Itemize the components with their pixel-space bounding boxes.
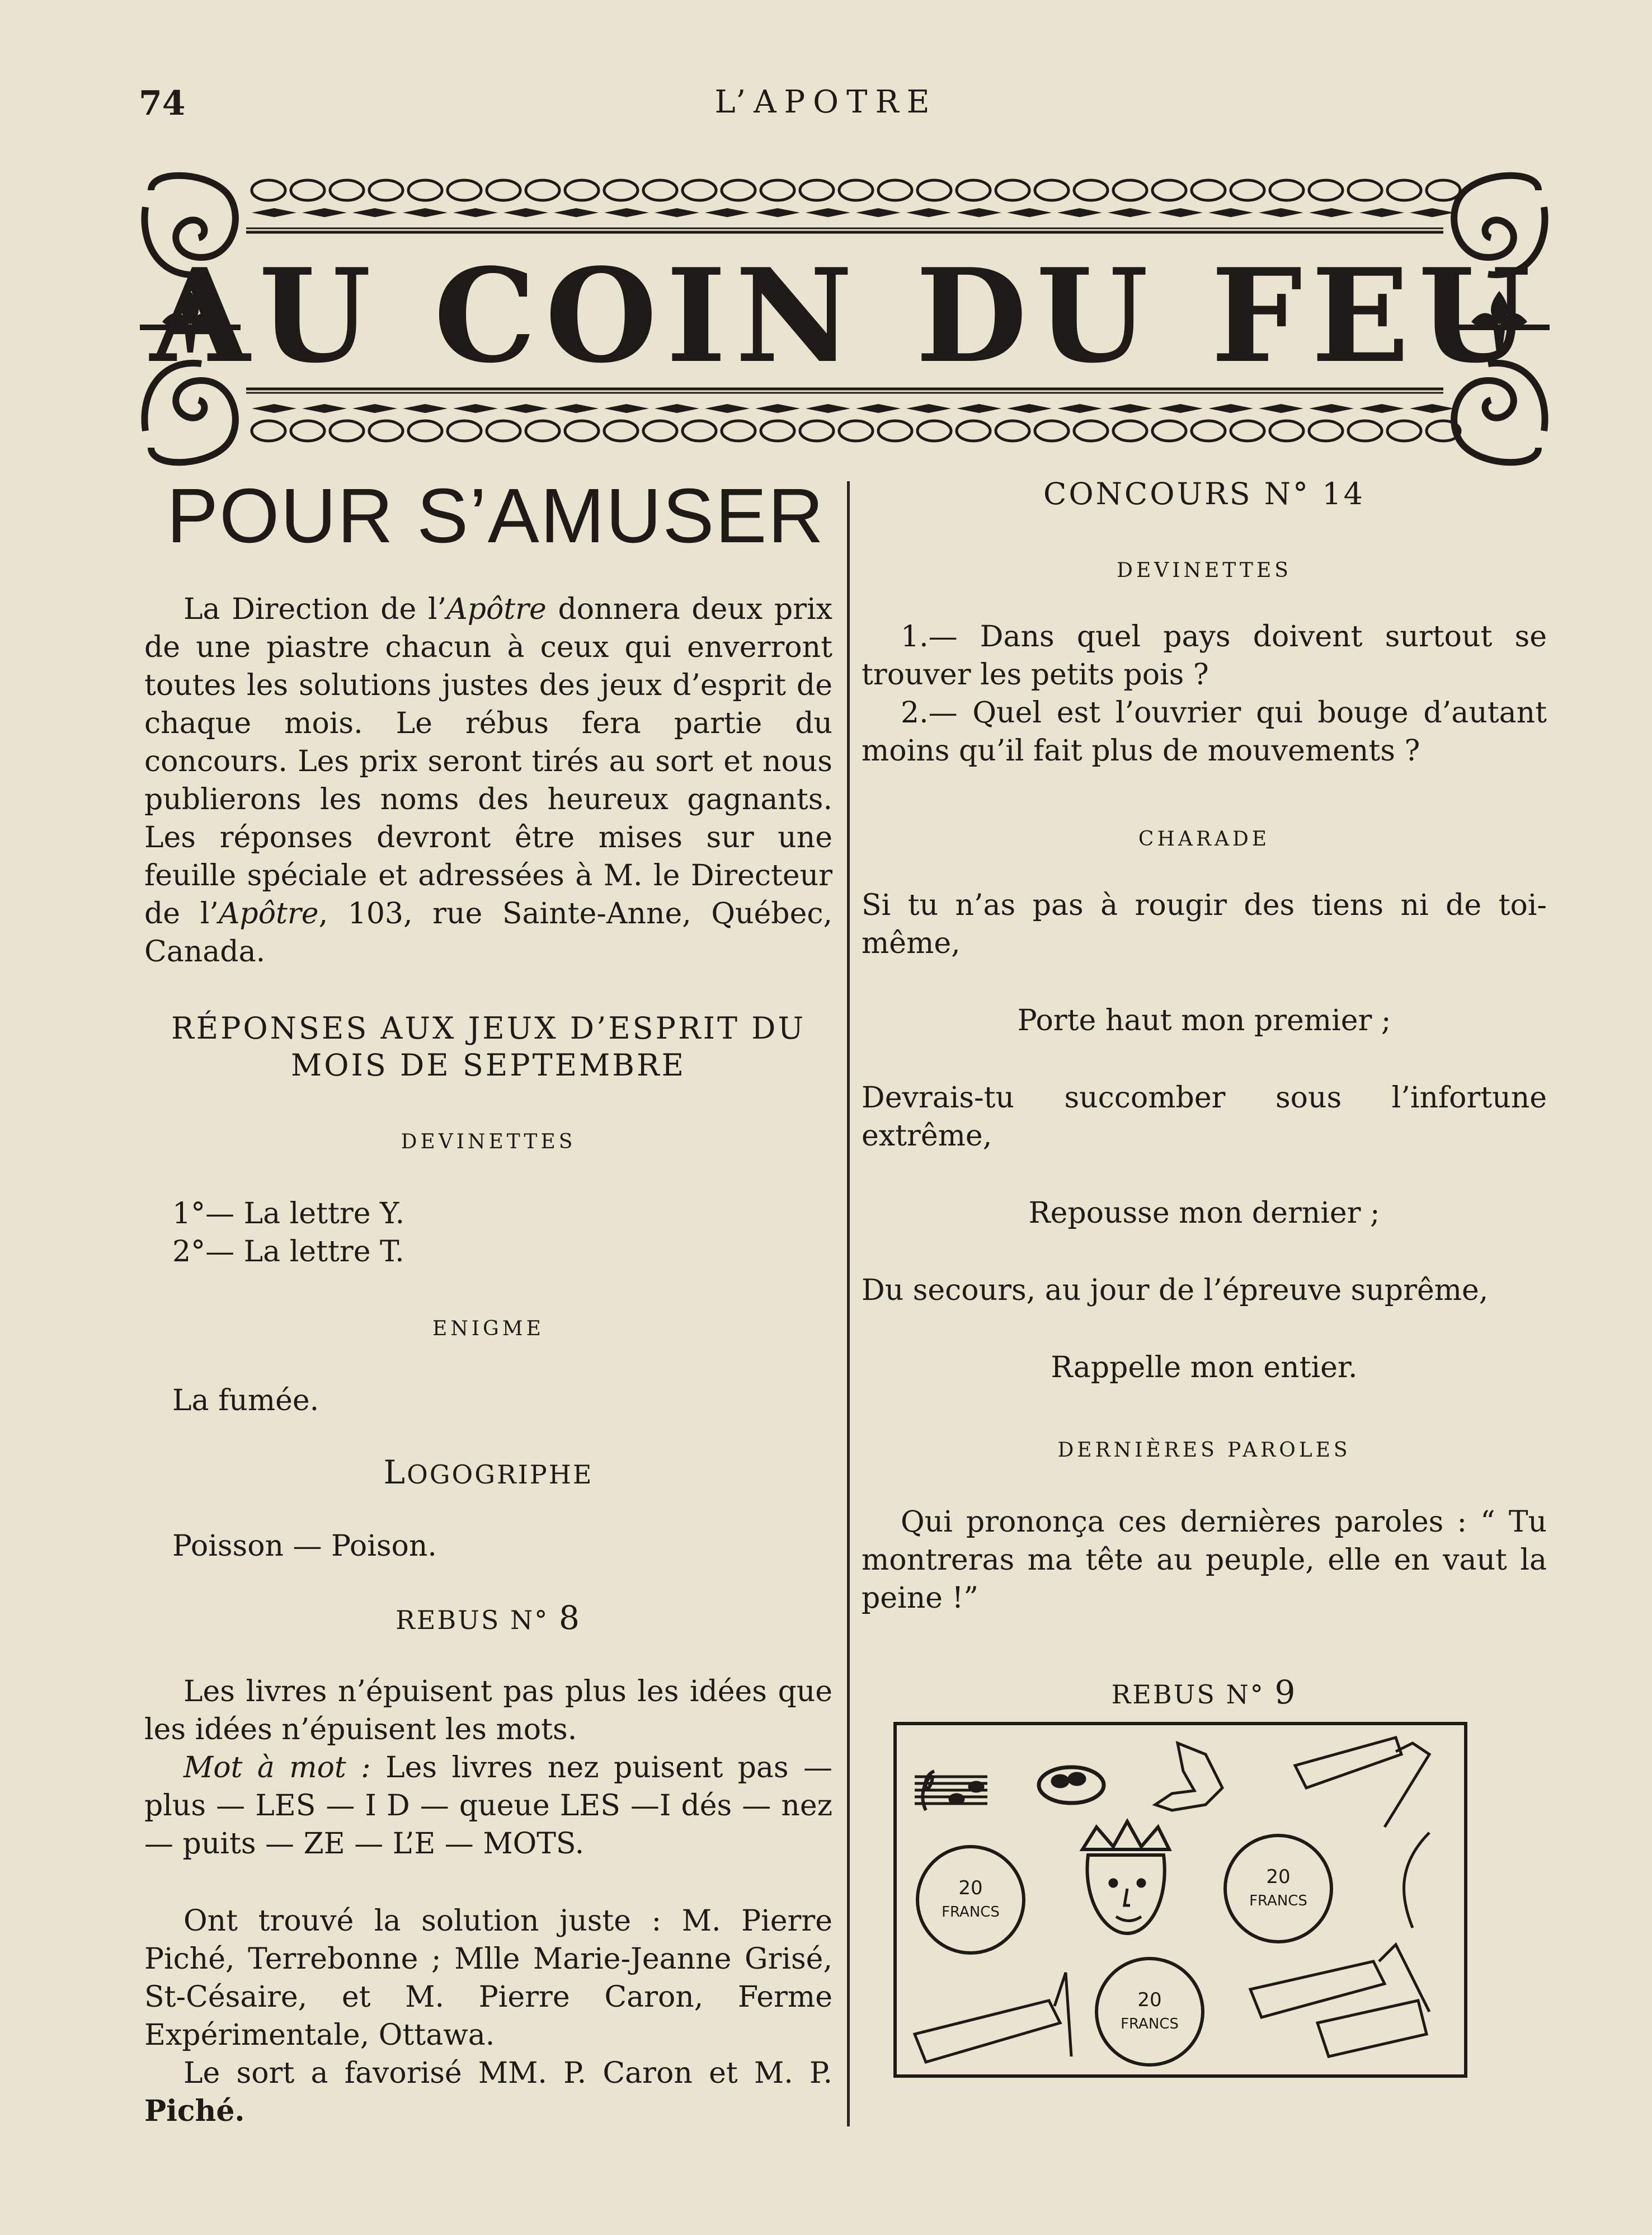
rebus-8-mot-a-mot: Mot à mot : Les livres nez puisent pas — plus — LES — I D — queue LES —I dés — nez— puits — ZE — L’E — MOTS. — [144, 1750, 832, 1861]
svg-text:20: 20 — [1137, 1989, 1162, 2011]
chain-dash — [755, 208, 800, 217]
chain-link — [1035, 421, 1069, 441]
charade-line-1: Si tu n’as pas à rougir des tiens ni de toi-même, — [862, 889, 1547, 960]
chain-dash — [806, 208, 850, 217]
chain-link — [408, 421, 442, 441]
chain-link — [839, 421, 873, 441]
section-title: POUR S’AMUSER — [167, 473, 825, 559]
chain-dash — [1359, 404, 1404, 413]
chain-link — [1074, 180, 1108, 200]
svg-text:20: 20 — [1266, 1866, 1291, 1888]
rebus-9-illustration — [892, 1721, 1469, 2079]
chain-link — [1270, 180, 1303, 200]
chain-dash — [957, 208, 1001, 217]
chain-link — [487, 421, 520, 441]
chain-link — [878, 421, 912, 441]
svg-text:FRANCS: FRANCS — [1121, 2016, 1179, 2032]
answer-2: 2°— La lettre T. — [172, 1234, 404, 1269]
chain-dash — [1158, 404, 1203, 413]
chain-dash — [856, 404, 901, 413]
top-chain-ornament — [252, 180, 1460, 217]
chain-link — [1309, 421, 1343, 441]
chain-dash — [352, 208, 397, 217]
logogriphe-heading: LOGOGRIPHE — [383, 1453, 594, 1491]
chain-link — [252, 180, 285, 200]
answers-title: RÉPONSES AUX JEUX D’ESPRIT DU MOIS DE SEPTEMBRE — [171, 1010, 806, 1083]
chain-link — [1309, 180, 1343, 200]
chain-dash — [655, 208, 699, 217]
chain-link — [643, 421, 677, 441]
answer-1: 1°— La lettre Y. — [172, 1196, 405, 1231]
chain-link — [683, 421, 716, 441]
coin-right — [1225, 1835, 1331, 1942]
chain-dash — [755, 404, 800, 413]
chain-dash — [1309, 404, 1354, 413]
chain-dash — [1108, 208, 1152, 217]
chain-link — [448, 180, 481, 200]
chain-link — [565, 180, 599, 200]
chain-dash — [554, 404, 599, 413]
chain-link — [1231, 180, 1264, 200]
column-divider — [847, 481, 850, 2126]
chain-dash — [554, 208, 599, 217]
chain-link — [800, 180, 834, 200]
razor-bottom-right-icon — [1250, 1945, 1429, 2056]
chain-dash — [1007, 404, 1052, 413]
coin-left — [917, 1847, 1024, 1953]
chain-link — [1113, 421, 1147, 441]
chain-dash — [252, 404, 296, 413]
charade-heading: CHARADE — [1138, 828, 1270, 851]
svg-text:FRANCS: FRANCS — [1249, 1893, 1307, 1909]
ornamental-banner — [140, 168, 1550, 470]
chain-link — [408, 180, 442, 200]
coin-bottom — [1096, 1959, 1203, 2065]
feather-icon — [1404, 1833, 1429, 1928]
chain-dash — [1208, 404, 1253, 413]
chain-link — [1192, 180, 1225, 200]
svg-text:20: 20 — [958, 1877, 983, 1899]
chain-link — [604, 180, 638, 200]
dernieres-paroles-question: Qui prononça ces dernières paroles : “ Tu montreras ma tête au peuple, elle en vaut la peine !” — [862, 1505, 1547, 1615]
nest-icon — [1039, 1767, 1104, 1803]
chain-link — [1152, 180, 1186, 200]
devinettes-heading: DEVINETTES — [1117, 559, 1292, 582]
chain-link — [1387, 180, 1421, 200]
chain-link — [1035, 180, 1069, 200]
svg-text:FRANCS: FRANCS — [942, 1904, 1000, 1921]
contest-rules-paragraph: La Direction de l’Apôtre donnera deux prix de une piastre chacun à ceux qui enverront toutes les solutions justes des jeux d’esprit de chaque mois. Le rébus fera partie du concours. Les prix seront tirés au sort et nous publierons les noms des heureux gagnants. Les réponses devront être mises sur une feuille spéciale et adressées à M. le Directeur de l’Apôtre, 103, rue Sainte-Anne, Québec, Canada. — [144, 592, 833, 969]
chain-dash — [453, 208, 498, 217]
chain-dash — [1309, 208, 1354, 217]
chain-link — [604, 421, 638, 441]
chain-dash — [1108, 404, 1152, 413]
chain-dash — [453, 404, 498, 413]
chain-dash — [252, 208, 296, 217]
chain-link — [643, 180, 677, 200]
winners-paragraph: Ont trouvé la solution juste : M. Pierre Piché, Terrebonne ; Mlle Marie-Jeanne Grisé, St-Césaire, et M. Pierre Caron, Ferme Expérimentale, Ottawa. — [144, 1904, 832, 2052]
chain-link — [369, 180, 403, 200]
chain-link — [1113, 180, 1147, 200]
charade-line-5: Du secours, au jour de l’épreuve suprême, — [862, 1274, 1489, 1307]
razor-icon — [1295, 1738, 1429, 1827]
chain-link — [330, 421, 364, 441]
chain-link — [1348, 180, 1382, 200]
charade-line-6: Rappelle mon entier. — [1051, 1351, 1358, 1384]
chain-dash — [302, 404, 347, 413]
chain-link — [330, 180, 364, 200]
chain-link — [761, 180, 794, 200]
chain-dash — [302, 208, 347, 217]
chain-dash — [705, 208, 750, 217]
enigme-answer: La fumée. — [172, 1383, 319, 1417]
chain-link — [526, 421, 559, 441]
chain-link — [683, 180, 716, 200]
chain-link — [1427, 180, 1460, 200]
chain-link — [487, 180, 520, 200]
chain-link — [291, 180, 324, 200]
chain-link — [1270, 421, 1303, 441]
charade-line-2: Porte haut mon premier ; — [1017, 1004, 1391, 1037]
chain-link — [1074, 421, 1108, 441]
banner-title: AU COIN DU FEU — [150, 241, 1540, 392]
chain-link — [996, 421, 1029, 441]
chain-link — [565, 421, 599, 441]
enigme-heading: ENIGME — [432, 1317, 544, 1340]
music-staff-icon — [915, 1771, 987, 1810]
chain-dash — [503, 404, 548, 413]
rebus-9-heading: REBUS N° 9 — [1111, 1673, 1297, 1711]
running-head: L’APOTRE — [714, 84, 938, 120]
chain-link — [996, 180, 1029, 200]
chain-dash — [1057, 404, 1102, 413]
chain-link — [761, 421, 794, 441]
chain-dash — [1410, 208, 1455, 217]
chain-dash — [856, 208, 901, 217]
charade-line-3: Devrais-tu succomber sous l’infortune extrême, — [862, 1081, 1547, 1153]
chain-link — [722, 421, 755, 441]
chain-dash — [906, 208, 951, 217]
chain-dash — [403, 208, 448, 217]
chain-dash — [1259, 208, 1303, 217]
chain-link — [839, 180, 873, 200]
rebus-8-solution: Les livres n’épuisent pas plus les idées que les idées n’épuisent les mots. — [144, 1674, 832, 1746]
chain-link — [878, 180, 912, 200]
page-number: 74 — [139, 84, 186, 123]
chain-dash — [352, 404, 397, 413]
chain-link — [369, 421, 403, 441]
chain-dash — [1158, 208, 1203, 217]
bottom-chain-ornament — [252, 404, 1460, 441]
chain-dash — [503, 208, 548, 217]
hand-icon — [1155, 1743, 1222, 1810]
chain-link — [957, 180, 990, 200]
rebus-8-heading: REBUS N° 8 — [396, 1598, 581, 1637]
left-column — [144, 473, 833, 2130]
chain-link — [448, 421, 481, 441]
chain-link — [800, 421, 834, 441]
chain-dash — [1259, 404, 1303, 413]
logogriphe-answer: Poisson — Poison. — [172, 1529, 437, 1563]
dernieres-paroles-heading: DERNIÈRES PAROLES — [1057, 1439, 1351, 1462]
crowned-head-icon — [1082, 1821, 1169, 1933]
concours-title: CONCOURS N° 14 — [1043, 476, 1365, 511]
devinettes-heading: DEVINETTES — [401, 1130, 576, 1153]
chain-dash — [705, 404, 750, 413]
chain-link — [917, 180, 951, 200]
chain-dash — [1359, 208, 1404, 217]
chain-link — [526, 180, 559, 200]
chain-link — [722, 180, 755, 200]
chain-link — [917, 421, 951, 441]
chain-dash — [604, 208, 649, 217]
riddle-2: 2.— Quel est l’ouvrier qui bouge d’autant moins qu’il fait plus de mouvements ? — [862, 696, 1547, 768]
chain-link — [1348, 421, 1382, 441]
chain-dash — [1007, 208, 1052, 217]
razor-bottom-left-icon — [915, 1973, 1071, 2062]
charade-line-4: Repousse mon dernier ; — [1028, 1196, 1380, 1230]
riddle-1: 1.— Dans quel pays doivent surtout se trouver les petits pois ? — [862, 620, 1547, 692]
chain-link — [1192, 421, 1225, 441]
chain-dash — [1410, 404, 1455, 413]
chain-dash — [906, 404, 951, 413]
chain-dash — [1057, 208, 1102, 217]
chain-dash — [1208, 208, 1253, 217]
chain-link — [291, 421, 324, 441]
chain-dash — [957, 404, 1001, 413]
draw-paragraph: Le sort a favorisé MM. P. Caron et M. P. Piché. — [144, 2056, 832, 2128]
chain-link — [1387, 421, 1421, 441]
chain-link — [957, 421, 990, 441]
right-column — [862, 476, 1547, 1713]
chain-link — [1231, 421, 1264, 441]
chain-dash — [604, 404, 649, 413]
chain-dash — [403, 404, 448, 413]
chain-link — [1152, 421, 1186, 441]
chain-dash — [655, 404, 699, 413]
chain-link — [252, 421, 285, 441]
chain-dash — [806, 404, 850, 413]
